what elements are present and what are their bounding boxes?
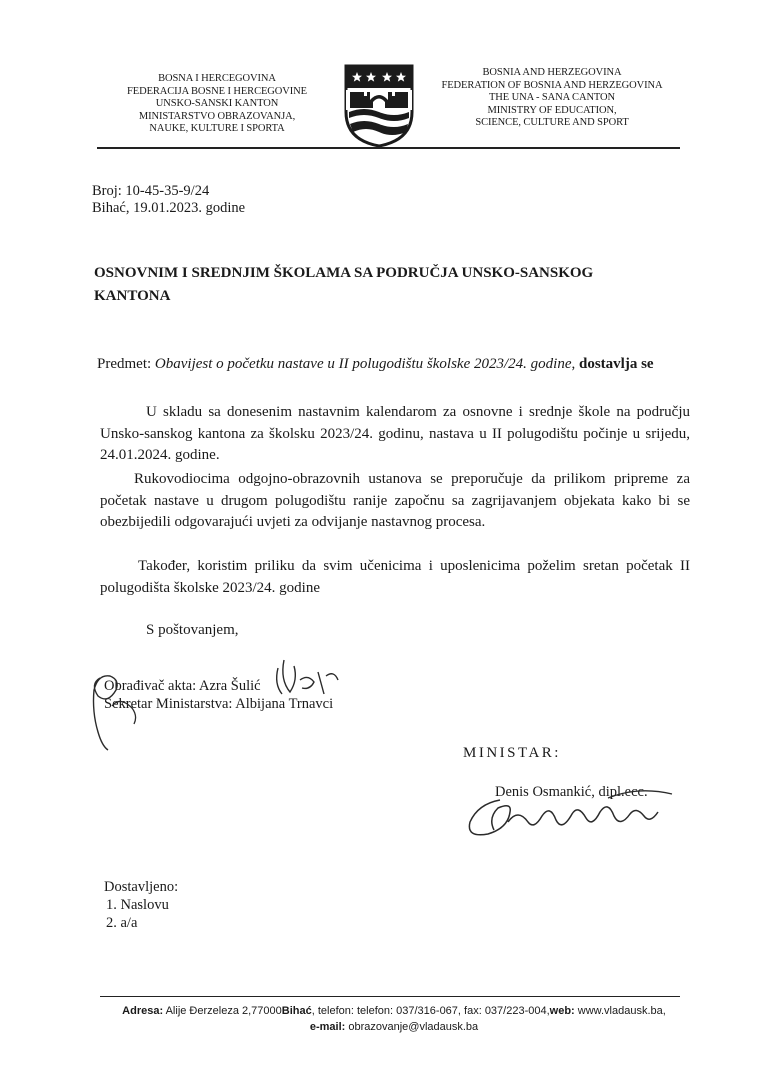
processor-line: Obrađivač akta: Azra Šulić <box>104 678 261 694</box>
processing-block <box>104 677 333 713</box>
recipient: OSNOVNIM I SREDNJIM ŠKOLAMA SA PODRUČJA UNSKO-SANSKOG KANTONA <box>94 265 594 304</box>
header-right-english <box>432 67 672 130</box>
coat-of-arms-icon <box>342 62 416 148</box>
header-right-line: SCIENCE, CULTURE AND SPORT <box>475 117 629 128</box>
paragraph-text: Također, koristim priliku da svim učenicima i uposlenicima poželim sretan početak II polugodišta školske 2023/24. godine <box>100 558 690 596</box>
email-link[interactable]: obrazovanje@vladausk.ba <box>345 1021 479 1033</box>
header-left-line: BOSNA I HERCEGOVINA <box>158 73 276 84</box>
secretary-line: Sekretar Ministarstva: Albijana Trnavci <box>104 696 334 712</box>
footer-address-line <box>96 1003 692 1019</box>
subject-line <box>97 356 654 373</box>
address-text: Alije Đerzeleza 2,77000 <box>163 1005 282 1017</box>
minister-title: MINISTAR: <box>463 745 561 761</box>
header-right-line: MINISTRY OF EDUCATION, <box>487 104 617 116</box>
header-left-line: MINISTARSTVO OBRAZOVANJA, <box>138 110 296 122</box>
delivered-item: 1. Naslovu <box>106 897 169 913</box>
footer-divider <box>100 996 680 997</box>
subject-label: Predmet: <box>97 356 152 372</box>
header-right-line: THE UNA - SANA CANTON <box>488 92 616 103</box>
footer-contact <box>96 1003 692 1035</box>
delivered-block <box>104 878 178 932</box>
header-left-line: UNSKO-SANSKI KANTON <box>155 98 279 109</box>
header-right-line: FEDERATION OF BOSNIA AND HERZEGOVINA <box>441 79 663 91</box>
web-label: web: <box>549 1005 575 1017</box>
subject-suffix: , <box>571 356 579 372</box>
place-date: Bihać, 19.01.2023. godine <box>92 200 246 216</box>
header-right-line: BOSNIA AND HERZEGOVINA <box>482 67 622 78</box>
email-label: e-mail: <box>309 1021 346 1033</box>
header-divider <box>97 147 680 149</box>
address-city: Bihać <box>281 1005 312 1017</box>
header-left-line: FEDERACIJA BOSNE I HERCEGOVINE <box>127 85 307 97</box>
delivered-item: 2. a/a <box>106 915 138 931</box>
address-label: Adresa: <box>122 1005 164 1017</box>
reference-number: Broj: 10-45-35-9/24 <box>92 183 210 199</box>
minister-name: Denis Osmankić, dipl.ecc. <box>495 784 648 800</box>
paragraph-3 <box>100 556 690 599</box>
paragraph-text: Rukovodiocima odgojno-obrazovnih ustanova se preporučuje da prilikom pripreme za početak nastave u drugom polugodištu ranije započnu sa zagrijavanjem objekata kako bi se obezbijedili odgovarajući uvjeti za odvijanje nastavnog procesa. <box>100 471 690 530</box>
paragraph-text: U skladu sa donesenim nastavnim kalendarom za osnovne i srednje škole na području Unsko-sanskog kantona za školsku 2023/24. godinu, nastava u II polugodištu počinje u srijedu, 24.01.2024. godine. <box>100 404 690 463</box>
subject-text: Obavijest o početku nastave u II polugodištu školske 2023/24. godine <box>154 356 572 372</box>
closing-greeting: S poštovanjem, <box>146 622 239 638</box>
footer-email-line <box>96 1019 692 1035</box>
paragraph-2 <box>100 469 690 534</box>
header-left-bosnian <box>108 73 326 136</box>
paragraph-1 <box>100 402 690 467</box>
header-left-line: NAUKE, KULTURE I SPORTA <box>149 123 285 134</box>
phones-text: , telefon: telefon: 037/316-067, fax: 037/223-004, <box>311 1005 550 1017</box>
subject-action: dostavlja se <box>579 356 654 372</box>
delivered-label: Dostavljeno: <box>104 879 179 895</box>
web-link[interactable]: www.vladausk.ba, <box>574 1005 666 1017</box>
reference-block <box>92 183 245 217</box>
